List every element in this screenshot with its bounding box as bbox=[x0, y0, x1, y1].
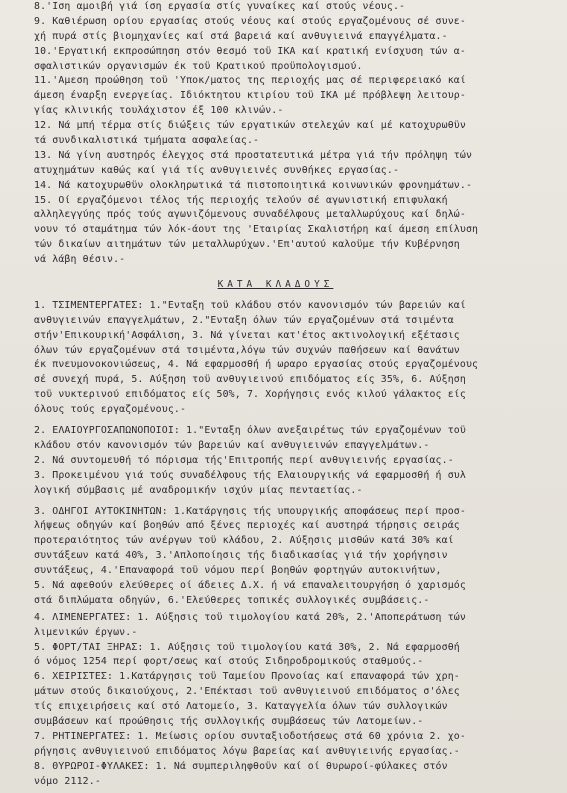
text-line: λιμενικών έργων.- bbox=[34, 626, 138, 638]
text-line: ατυχημάτων καθώς καί γιά τίς ανθυγιεινές συνθήκες εργασίας.- bbox=[34, 164, 400, 176]
text-line: συντάξεων κατά 40%, 3.'Απλοποίησις τής διαδικασίας γιά τήν χορήγησιν bbox=[34, 550, 448, 562]
text-line: 4. ΛΙΜΕΝΕΡΓΑΤΕΣ: 1. Αύξησις τοϋ τιμολογίου κατά 20%, 2.'Αποπεράτωση τών bbox=[34, 611, 466, 623]
text-line: τοϋ νυκτερινού επιδόματος είς 50%, 7. Χορήγησις ενός κιλού γάλακτος είς bbox=[34, 389, 466, 401]
text-line: χή πυρά στίς βιομηχανίες καί στά βαρειά καί ανθυγιεινά επαγγέλματα.- bbox=[34, 30, 448, 42]
text-line: 10.'Εργατική εκπροσώπηση στόν θεσμό τοϋ ΙΚΑ καί κρατική ενίσχυση τών α- bbox=[34, 45, 466, 57]
section-heading: ΚΑΤΑ ΚΛΑΔΟΥΣ bbox=[217, 279, 334, 291]
text-line: 8. ΘΥΡΩΡΟΙ-ΦΥΛΑΚΕΣ: 1. Νά συμπεριληφθοϋν καί οί θυρωροί-φύλακες στόν bbox=[34, 760, 448, 772]
text-line: 3. ΟΔΗΓΟΙ ΑΥΤΟΚΙΝΗΤΩΝ: 1.Κατάργησις τής υπουργικής αποφάσεως περί προσ- bbox=[34, 505, 466, 517]
text-line: τά συνδικαλιστικά τμήματα ασφαλείας.- bbox=[34, 135, 260, 147]
text-line: λογική σύμβασις μέ αναδρομικήν ισχύν μίας πενταετίας.- bbox=[34, 484, 363, 496]
text-line: συντάξεως, 4.'Επαναφορά τοϋ νόμου περί βοηθών φορτηγών αυτοκινήτων, bbox=[34, 565, 442, 577]
text-line: 8.'Ιση αμοιβή γιά ίση εργασία στίς γυναίκες καί στούς νέους.- bbox=[34, 1, 406, 12]
text-line: έκ πνευμονοκονιώσεως, 4. Νά εφαρμοσθή ή ωραρο εργασίας στούς εργαζομένους bbox=[34, 359, 479, 371]
text-line: σέ συνεχή πυρά, 5. Αύξηση τοϋ ανθυγιεινού επιδόματος είς 35%, 6. Αύξηση bbox=[34, 374, 466, 386]
text-line: άμεση έναρξη ενεργείας. Ιδιόκτητου κτιρίου τοϋ ΙΚΑ μέ πρόβλεψη λειτουρ- bbox=[34, 90, 466, 102]
text-line: συμβάσεων καί προώθησις τής συλλογικής συμβάσεως τών Λατομείων.- bbox=[34, 715, 424, 727]
text-line: στήν'Επικουρική'Ασφάλιση, 3. Νά γίνεται κατ'έτος ακτινολογική εξέτασις bbox=[34, 329, 460, 341]
text-line: μάτων στούς δικαιούχους, 2.'Επέκτασι τοϋ ανθυγιεινού επιδόματος σ'όλες bbox=[34, 686, 460, 698]
text-line: 15. Οί εργαζόμενοι τέλος τής περιοχής τελούν σέ αγωνιστική επιφυλακή bbox=[34, 194, 448, 206]
text-line: 1. ΤΣΙΜΕΝΤΕΡΓΑΤΕΣ: 1."Ενταξη τοϋ κλάδου στόν κανονισμόν τών βαρειών καί bbox=[34, 299, 466, 311]
text-line: νόμο 2112.- bbox=[34, 775, 101, 787]
text-line: 2. ΕΛΑΙΟΥΡΓΟΣΑΠΩΝΟΠΟΙΟΙ: 1."Ενταξη όλων ανεξαιρέτως τών εργαζομένων τοϋ bbox=[34, 425, 466, 437]
text-line: ανθυγιεινών επαγγελμάτων, 2."Ενταξη όλων τών εργαζομένων στά τσιμέντα bbox=[34, 314, 454, 326]
text-line: 6. ΧΕΙΡΙΣΤΕΣ: 1.Κατάργησις τοϋ Ταμείου Προνοίας καί επαναφορά τών χρη- bbox=[34, 671, 460, 683]
section-3 bbox=[34, 505, 557, 609]
text-line: 12. Νά μπή τέρμα στίς διώξεις τών εργατικών στελεχών καί μέ κατοχυρωθϋν bbox=[34, 120, 466, 132]
text-line: 2. Νά συντομευθή τό πόρισμα τής'Επιτροπής περί ανθυγιεινής εργασίας.- bbox=[34, 454, 454, 466]
text-line: όλων τών εργαζομένων στά τσιμέντα,λόγω τών συχνών παθήσεων καί θανάτων bbox=[34, 344, 460, 356]
text-line: 5. ΦΟΡΤ/ΤΑΙ ΞΗΡΑΣ: 1. Αύξησις τοϋ τιμολογίου κατά 30%, 2. Νά εφαρμοσθή bbox=[34, 641, 460, 653]
text-line: 9. Καθιέρωση ορίου εργασίας στούς νέους καί στούς εργαζομένους σέ συνε- bbox=[34, 15, 466, 27]
text-line: νουν τό σταμάτημα τών λόκ-άουτ της 'Εταιρίας Σκαλιστήρη καί άμεση επίλυση bbox=[34, 224, 479, 236]
gap bbox=[34, 268, 557, 278]
text-line: 14. Νά κατοχυρωθϋν ολοκληρωτικά τά πιστοποιητικά κοινωνικών φρονημάτων.- bbox=[34, 179, 473, 191]
text-line: τών δικαίων αιτημάτων τών μεταλλωρύχων.'Επ'αυτού καλοϋμε τήν Κυβέρνηση bbox=[34, 239, 460, 251]
text-line: ρήγησις ανθυγιεινού επιδόματος λόγω βαρείας καί ανθυγιεινής εργασίας.- bbox=[34, 745, 460, 757]
text-line: 7. ΡΗΤΙΝΕΡΓΑΤΕΣ: 1. Μείωσις ορίου συνταξιοδοτήσεως στά 60 χρόνια 2. χο- bbox=[34, 730, 466, 742]
text-line: ό νόμος 1254 περί φορτ/σεως καί στούς Σιδηροδρομικούς σταθμούς.- bbox=[34, 656, 424, 668]
section-1 bbox=[34, 299, 557, 418]
text-line: προτεραιότητος τών ανέργων τοϋ κλάδου, 2. Αύξησις μισθών κατά 30% καί bbox=[34, 535, 454, 547]
text-line: στά διπλώματα οδηγών, 6.'Ελεύθερες τοπικές συλλογικές συμβάσεις.- bbox=[34, 594, 430, 606]
text-line: αλληλεγγύης πρός τούς αγωνιζόμενους συναδέλφους μεταλλωρύχους καί δηλώ- bbox=[34, 209, 466, 221]
text-line: κλάδου στόν κανονισμόν τών βαρειών καί ανθυγιεινών επαγγελμάτων.- bbox=[34, 439, 430, 451]
text-line: σφαλιστικών οργανισμών έκ τοϋ Κρατικού προϋπολογισμού. bbox=[34, 60, 363, 72]
body-top bbox=[34, 0, 557, 268]
text-line: λήψεως οδηγών καί βοηθών από ξένες περιοχές καί αυστηρά τήρησις σειράς bbox=[34, 520, 460, 532]
section-2 bbox=[34, 424, 557, 498]
text-line: 3. Προκειμένου γιά τούς συναδέλφους τής Ελαιουργικής νά εφαρμοσθή ή συλ bbox=[34, 469, 466, 481]
text-line: 11.'Αμεση προώθηση τοϋ 'Υποκ/ματος της περιοχής μας σέ περιφερειακό καί bbox=[34, 75, 466, 87]
text-line: 13. Νά γίνη αυστηρός έλεγχος στά προστατευτικά μέτρα γιά τήν πρόληψη τών bbox=[34, 149, 473, 161]
text-line: νά λάβη θέσιν.- bbox=[34, 254, 126, 266]
section-4 bbox=[34, 611, 557, 790]
text-line: 5. Νά αφεθούν ελεύθερες οί άδειες Δ.Χ. ή νά επαναλειτουργήση ό χαρισμός bbox=[34, 579, 466, 591]
text-line: τίς επιχειρήσεις καί στό Λατομείο, 3. Καταγγελία όλων τών συλλογικών bbox=[34, 701, 448, 713]
text-line: γίας κλινικής τουλάχιστον έξ 100 κλινών.- bbox=[34, 105, 284, 117]
text-line: όλους τούς εργαζομένους.- bbox=[34, 404, 187, 416]
